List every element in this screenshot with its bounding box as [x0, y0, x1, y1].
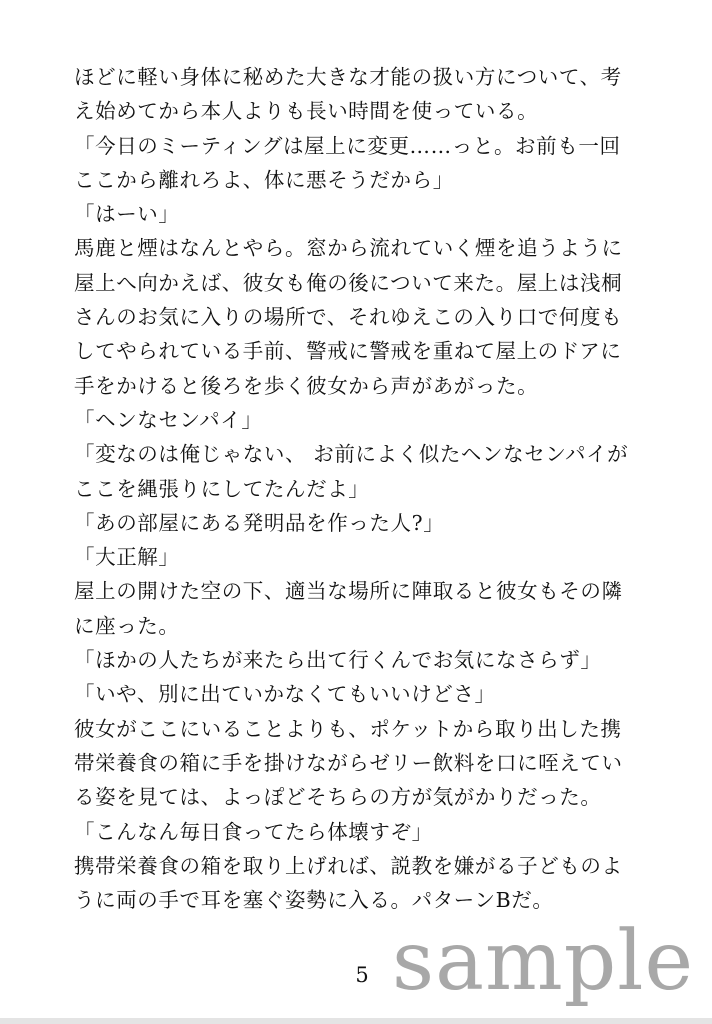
- text-line: 「ヘンなセンパイ」: [74, 407, 263, 432]
- text-line: 屋上の開けた空の下、適当な場所に陣取ると彼女もその隣: [74, 579, 623, 604]
- page-number: 5: [355, 963, 369, 987]
- text-line: してやられている手前、警戒に警戒を重ねて屋上のドアに: [74, 339, 622, 364]
- text-line: 「はーい」: [74, 202, 180, 227]
- text-line: 屋上へ向かえば、彼女も俺の後について来た。屋上は浅桐: [74, 270, 623, 295]
- text-line: さんのお気に入りの場所で、それゆえこの入り口で何度も: [74, 305, 623, 330]
- text-line: に座った。: [74, 613, 180, 638]
- text-line: 「こんなん毎日食ってたら体壊すぞ」: [74, 819, 433, 844]
- text-line: 「あの部屋にある発明品を作った人?」: [74, 510, 445, 535]
- text-line: 「ほかの人たちが来たら出て行くんでお気になさらず」: [74, 648, 602, 673]
- text-line: 携帯栄養食の箱を取り上げれば、説教を嫌がる子どものよ: [74, 853, 623, 878]
- text-line: ここから離れろよ、体に悪そうだから」: [74, 167, 454, 192]
- text-line: ここを縄張りにしてたんだよ」: [74, 476, 370, 501]
- text-line: 「大正解」: [74, 545, 180, 570]
- text-line: 彼女がここにいることよりも、ポケットから取り出した携: [74, 716, 622, 741]
- text-line: え始めてから本人よりも長い時間を使っている。: [74, 99, 539, 124]
- text-line: ほどに軽い身体に秘めた大きな才能の扱い方について、考: [74, 65, 622, 89]
- bottom-edge-divider: [0, 1018, 712, 1024]
- text-line: 「今日のミーティングは屋上に変更……っと。お前も一回: [74, 133, 621, 158]
- text-line: 「変なのは俺じゃない、 お前によく似たヘンなセンパイが: [74, 442, 629, 467]
- body-text: [74, 60, 654, 917]
- text-line: 帯栄養食の箱に手を掛けながらゼリー飲料を口に咥えてい: [74, 750, 623, 775]
- text-line: 手をかけると後ろを歩く彼女から声があがった。: [74, 373, 539, 398]
- sample-watermark: sample: [392, 914, 694, 1009]
- text-line: うに両の手で耳を塞ぐ姿勢に入る。パターンBだ。: [74, 888, 554, 913]
- text-line: 「いや、別に出ていかなくてもいいけどさ」: [74, 682, 496, 707]
- text-line: 馬鹿と煙はなんとやら。窓から流れていく煙を追うように: [74, 236, 623, 261]
- text-line: る姿を見ては、よっぽどそちらの方が気がかりだった。: [74, 785, 602, 810]
